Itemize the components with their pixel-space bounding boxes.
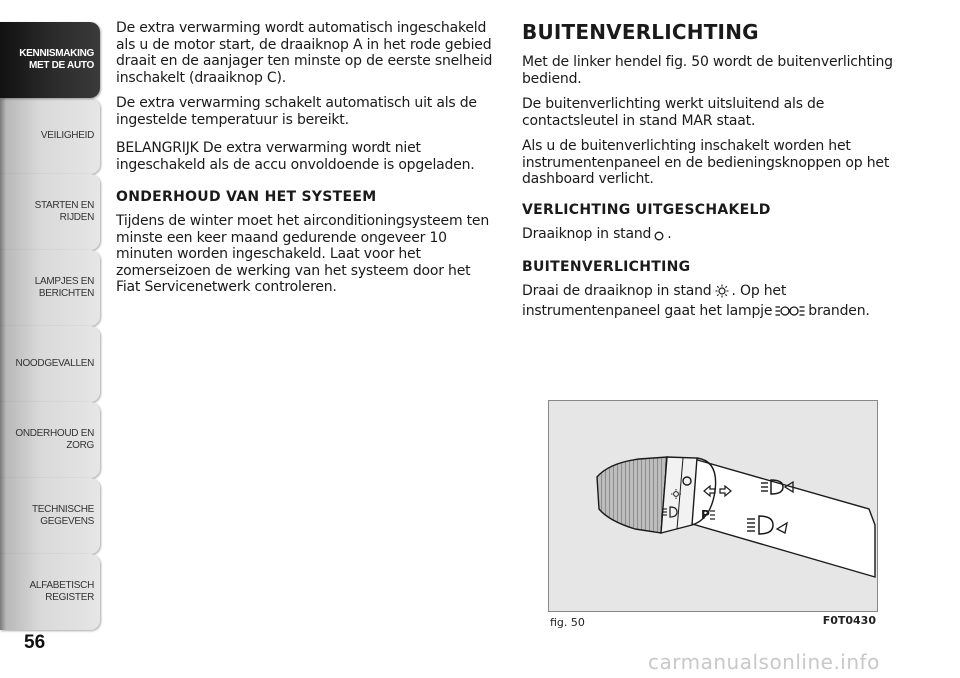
tab-technische-gegevens[interactable]: TECHNISCHE GEGEVENS (0, 478, 100, 554)
tab-lampjes-en-berichten[interactable]: LAMPJES EN BERICHTEN (0, 250, 100, 326)
tab-alfabetisch-register[interactable]: ALFABETISCH REGISTER (0, 554, 100, 630)
watermark: carmanualsonline.info (648, 650, 880, 674)
heading-exterior-lights: BUITENVERLICHTING (522, 259, 691, 275)
light-switch-lever-illustration (549, 401, 877, 611)
page-number: 56 (24, 632, 46, 653)
figure-code: F0T0430 (822, 614, 876, 627)
paragraph-maintenance: Tijdens de winter moet het airconditioningsysteem ten minste een keer maand gedurende ongeveer 10 minuten worden ingeschakeld. Laat voor het zomerseizoen de werking van het systeem door het Fiat Servicenetwerk controleren. (116, 213, 490, 295)
paragraph-lights-off: Draaiknop in stand . (522, 226, 900, 246)
paragraph-lever: Met de linker hendel fig. 50 wordt de buitenverlichting bediend. (522, 54, 893, 87)
off-position-icon (654, 229, 664, 246)
paragraph-auto-heating: De extra verwarming wordt automatisch ingeschakeld als u de motor start, de draaiknop A in het rode gebied draait en de aanjager ten minste op de eerste snelheid inschakelt (draaiknop C). (116, 20, 493, 86)
paragraph-important: BELANGRIJK De extra verwarming wordt niet ingeschakeld als de accu onvoldoende is opgeladen. (116, 140, 475, 173)
paragraph-panel-lit: Als u de buitenverlichting inschakelt worden het instrumentenpaneel en de bedieningsknoppen op het dashboard verlicht. (522, 138, 890, 187)
tab-noodgevallen[interactable]: NOODGEVALLEN (0, 326, 100, 402)
paragraph-auto-off: De extra verwarming schakelt automatisch uit als de ingestelde temperatuur is bereikt. (116, 95, 477, 128)
svg-text:P: P (701, 508, 710, 522)
tab-veiligheid[interactable]: VEILIGHEID (0, 98, 100, 174)
sidelight-icon (715, 284, 729, 303)
lever-figure (548, 400, 878, 612)
heading-maintenance: ONDERHOUD VAN HET SYSTEEM (116, 189, 377, 205)
heading-lights-off: VERLICHTING UITGESCHAKELD (522, 201, 771, 218)
right-column (522, 20, 900, 331)
sidelight-warning-icon (775, 304, 805, 323)
figure-label: fig. 50 (550, 616, 585, 629)
tab-kennismaking[interactable]: KENNISMAKING MET DE AUTO (0, 22, 100, 98)
paragraph-ignition: De buitenverlichting werkt uitsluitend als de contactsleutel in stand MAR staat. (522, 96, 825, 129)
page-title: BUITENVERLICHTING (522, 20, 759, 44)
paragraph-exterior-lights: Draai de draaiknop in stand . Op het instrumentenpaneel gaat het lampje branden. (522, 283, 900, 322)
tab-starten-en-rijden[interactable]: STARTEN EN RIJDEN (0, 174, 100, 250)
left-column (116, 20, 496, 305)
tab-onderhoud-en-zorg[interactable]: ONDERHOUD EN ZORG (0, 402, 100, 478)
